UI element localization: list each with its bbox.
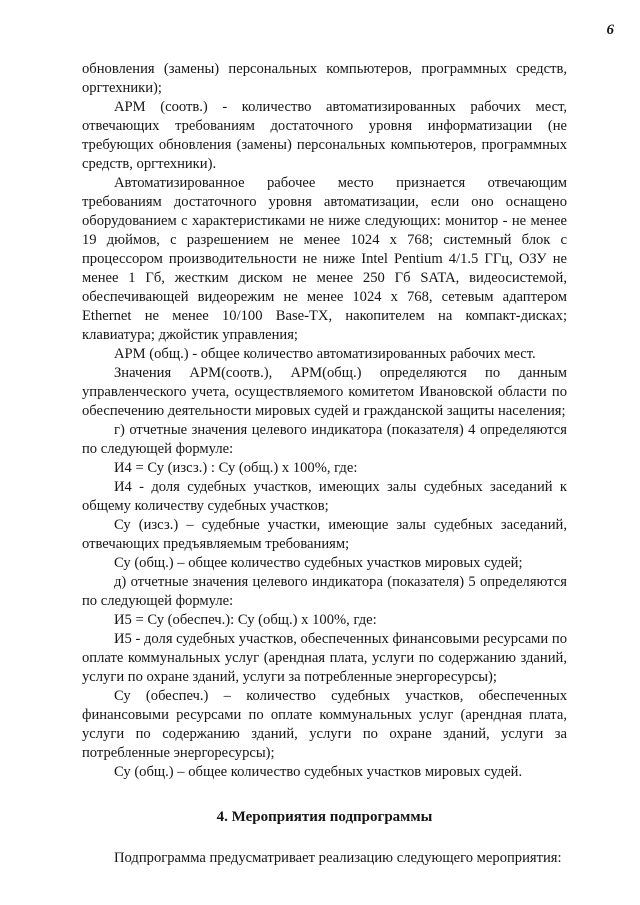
paragraph: Су (обеспеч.) – количество судебных участков, обеспеченных финансовыми ресурсами по оплате коммунальных услуг (арендная плата, услуги по содержанию зданий, услуги по охране зданий, услуги за потребленные энергоресурсы); [82,688,567,761]
section-intro: Подпрограмма предусматривает реализацию следующего мероприятия: [114,850,562,866]
paragraph: Значения АРМ(соотв.), АРМ(общ.) определяются по данным управленческого учета, осуществляемого комитетом Ивановской области по обеспечению деятельности мировых судей и гражданской защиты населения; [82,365,567,419]
paragraph: И4 - доля судебных участков, имеющих залы судебных заседаний к общему количеству судебных участков; [82,479,567,514]
paragraph: Автоматизированное рабочее место признается отвечающим требованиям достаточного уровня автоматизации, если оно оснащено оборудованием с характеристиками не ниже следующих: монитор - не менее 19 дюймов, с разрешением не менее 1024 х 768; системный блок с процессором производительности не ниже Intel Pentium 4/1.5 ГГц, ОЗУ не менее 1 Гб, жестким диском не менее 250 Гб SATA, видеосистемой, обеспечивающей видеорежим не менее 1024 х 768, сетевым адаптером Ethernet не менее 10/100 Base-TX, накопителем на компакт-дисках; клавиатура; джойстик управления; [82,175,567,343]
section-heading: 4. Мероприятия подпрограммы [216,809,433,825]
paragraph: И5 - доля судебных участков, обеспеченных финансовыми ресурсами по оплате коммунальных услуг (арендная плата, услуги по содержанию зданий, услуги по охране зданий, услуги за потребленные энергоресурсы); [82,631,567,685]
page-number: 6 [606,22,614,38]
paragraph: АРМ (общ.) - общее количество автоматизированных рабочих мест. [114,346,536,362]
paragraph: АРМ (соотв.) - количество автоматизированных рабочих мест, отвечающих требованиям достаточного уровня информатизации (не требующих обновления (замены) персональных компьютеров, программных средств, оргтехники). [82,99,567,172]
formula: И4 = Су (изсз.) : Су (общ.) х 100%, где: [114,460,358,476]
document-body [82,60,567,868]
paragraph: д) отчетные значения целевого индикатора (показателя) 5 определяются по следующей формуле: [82,574,567,609]
paragraph: Су (общ.) – общее количество судебных участков мировых судей; [114,555,523,571]
paragraph: Су (изсз.) – судебные участки, имеющие залы судебных заседаний, отвечающих предъявляемым требованиям; [82,517,567,552]
paragraph: обновления (замены) персональных компьютеров, программных средств, оргтехники); [82,61,567,96]
formula: И5 = Су (обеспеч.): Су (общ.) х 100%, где: [114,612,377,628]
paragraph: Су (общ.) – общее количество судебных участков мировых судей. [114,764,523,780]
paragraph: г) отчетные значения целевого индикатора (показателя) 4 определяются по следующей формуле: [82,422,567,457]
